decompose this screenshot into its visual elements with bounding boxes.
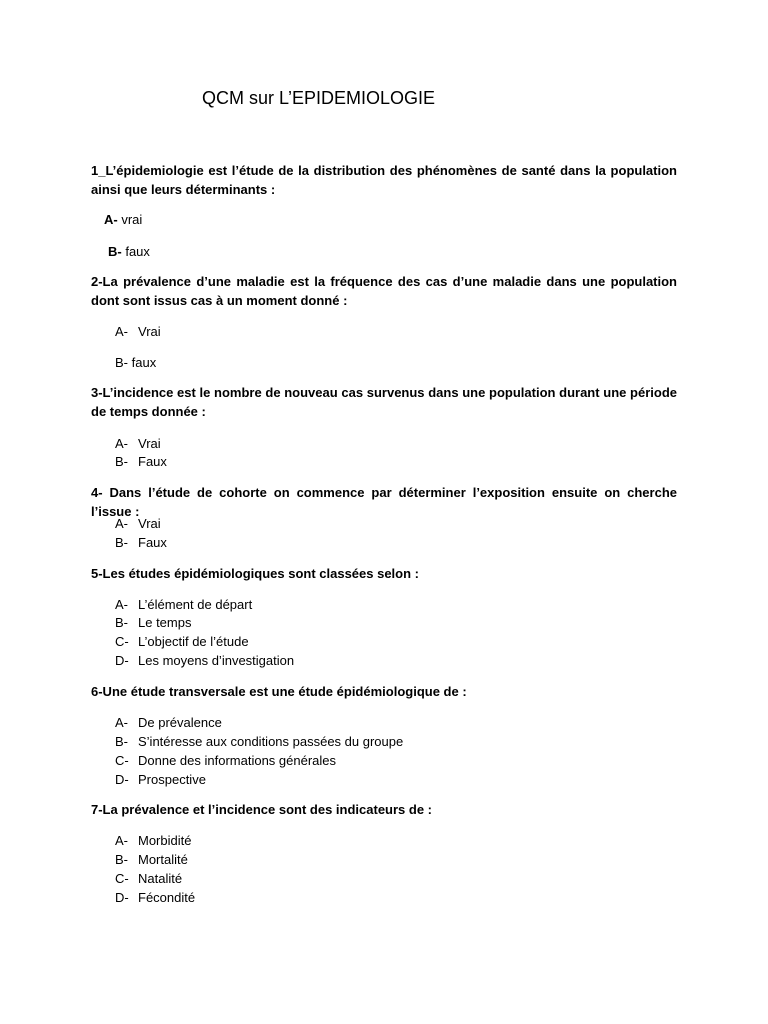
question-7: 7-La prévalence et l’incidence sont des indicateurs de : [91, 802, 433, 817]
q1-option-a [104, 210, 142, 229]
question-5: 5-Les études épidémiologiques sont classées selon : [91, 566, 419, 581]
option-letter: A- [115, 833, 128, 848]
option-text: Prospective [138, 772, 206, 787]
q7-option-a [115, 831, 191, 850]
option-text: Vrai [138, 324, 161, 339]
q2-option-a [115, 322, 161, 341]
option-letter: A- [115, 715, 128, 730]
option-letter: A- [115, 516, 128, 531]
option-letter: A- [104, 212, 122, 227]
q1-option-b [108, 242, 150, 261]
q5-option-d [115, 651, 294, 670]
question-4: 4- Dans l’étude de cohorte on commence par déterminer l’exposition ensuite on cherche l’issue : [91, 485, 677, 519]
option-text: Le temps [138, 615, 192, 630]
option-letter: A- [115, 436, 128, 451]
option-text: Vrai [138, 516, 161, 531]
option-letter: C- [115, 871, 129, 886]
option-text: L’objectif de l’étude [138, 634, 249, 649]
option-text: Natalité [138, 871, 183, 886]
q3-option-b [115, 452, 167, 471]
option-text: faux [125, 244, 150, 259]
q7-option-c [115, 869, 182, 888]
option-letter: C- [115, 634, 129, 649]
option-letter: D- [115, 772, 129, 787]
option-letter: A- [115, 324, 128, 339]
option-letter: B- [108, 244, 126, 259]
question-6: 6-Une étude transversale est une étude épidémiologique de : [91, 684, 467, 699]
option-text: L’élément de départ [138, 597, 253, 612]
q4-option-a [115, 514, 161, 533]
option-text: Morbidité [138, 833, 192, 848]
option-text: Fécondité [138, 890, 196, 905]
option-text: S’intéresse aux conditions passées du groupe [138, 734, 404, 749]
q7-option-d [115, 888, 195, 907]
option-text: vrai [121, 212, 143, 227]
option-text: Vrai [138, 436, 161, 451]
page-title: QCM sur L’EPIDEMIOLOGIE [202, 88, 436, 108]
q7-option-b [115, 850, 188, 869]
option-text: faux [131, 355, 157, 370]
q4-option-b [115, 533, 167, 552]
option-text: Mortalité [138, 852, 188, 867]
option-letter: B- [115, 355, 132, 370]
q2-option-b [115, 353, 156, 372]
q6-option-d [115, 770, 206, 789]
option-letter: B- [115, 734, 128, 749]
option-letter: C- [115, 753, 129, 768]
q6-option-b [115, 732, 403, 751]
q5-option-c [115, 632, 249, 651]
option-letter: D- [115, 653, 129, 668]
option-letter: A- [115, 597, 128, 612]
option-letter: D- [115, 890, 129, 905]
option-letter: B- [115, 615, 128, 630]
q5-option-a [115, 595, 252, 614]
option-text: Faux [138, 535, 167, 550]
option-text: Les moyens d’investigation [138, 653, 295, 668]
option-text: De prévalence [138, 715, 222, 730]
option-letter: B- [115, 535, 128, 550]
option-letter: B- [115, 852, 128, 867]
q5-option-b [115, 613, 191, 632]
q6-option-c [115, 751, 336, 770]
option-letter: B- [115, 454, 128, 469]
question-3: 3-L’incidence est le nombre de nouveau cas survenus dans une population durant une période de temps donnée : [91, 385, 677, 419]
q6-option-a [115, 713, 222, 732]
option-text: Faux [138, 454, 167, 469]
option-text: Donne des informations générales [138, 753, 337, 768]
q3-option-a [115, 434, 161, 453]
question-2: 2-La prévalence d’une maladie est la fréquence des cas d’une maladie dans une population dont sont issus cas à un moment donné : [91, 274, 677, 308]
question-1: 1_L’épidemiologie est l’étude de la distribution des phénomènes de santé dans la population ainsi que leurs déterminants : [91, 163, 677, 197]
